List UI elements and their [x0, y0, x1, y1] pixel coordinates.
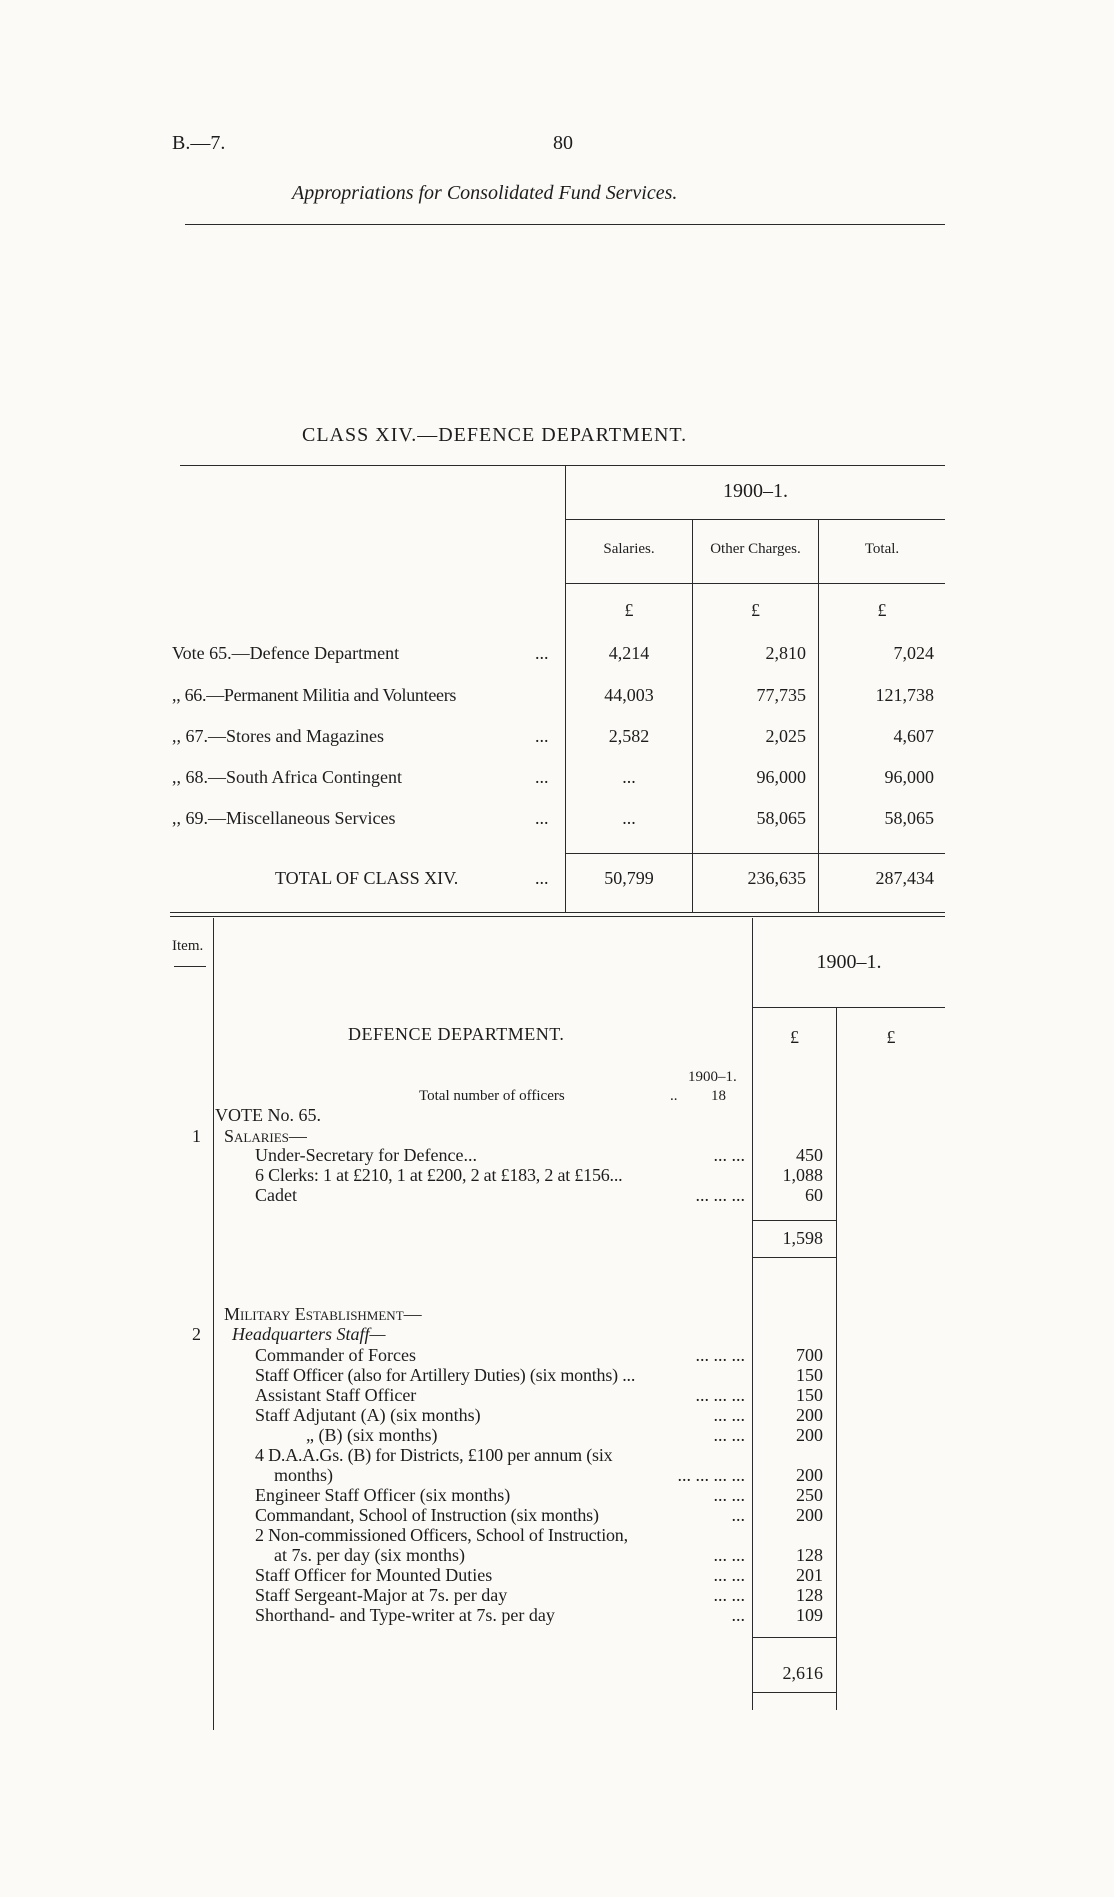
summary-total-rule [566, 853, 945, 854]
line-text: Commandant, School of Instruction (six months) [255, 1505, 599, 1525]
line-amount: 200 [796, 1405, 823, 1425]
line-amount: 200 [796, 1465, 823, 1485]
line-text: months) [274, 1465, 334, 1485]
officers-dots: .. [670, 1088, 678, 1104]
row-dots: ... [535, 767, 549, 787]
row-total: 121,738 [875, 685, 934, 705]
officers-label: Total number of officers [419, 1088, 565, 1104]
total-label: TOTAL OF CLASS XIV. [275, 868, 459, 888]
row-other: 77,735 [756, 685, 806, 705]
summary-year-rule [566, 519, 945, 520]
line-amount: 150 [796, 1385, 823, 1405]
row-salaries: ... [622, 767, 636, 787]
line-amount: 201 [796, 1565, 823, 1585]
page-heading: Appropriations for Consolidated Fund Services. [292, 182, 678, 204]
line-text: Staff Officer (also for Artillery Duties) (six months) ... [255, 1365, 636, 1385]
line-text: 2 Non-commissioned Officers, School of Instruction, [255, 1525, 628, 1545]
row-label: ,, 67.—Stores and Magazines [172, 726, 384, 746]
summary-colhead-rule [566, 583, 945, 584]
line-text: Assistant Staff Officer [255, 1385, 417, 1405]
series-reference: B.—7. [172, 132, 226, 154]
row-label: Vote 65.—Defence Department [172, 643, 400, 663]
unit-salaries: £ [624, 600, 634, 620]
subtotal-rule-top [753, 1637, 836, 1638]
detail-top-rule-2 [170, 916, 945, 917]
line-dots: ... [731, 1505, 745, 1525]
row-other: 2,810 [765, 643, 806, 663]
col-other-charges: Other Charges. [710, 541, 801, 557]
item-header-underline [174, 966, 206, 967]
unit-total: £ [877, 600, 887, 620]
line-text: Engineer Staff Officer (six months) [255, 1485, 511, 1505]
summary-col-rule-mid [692, 520, 693, 913]
vote-heading: VOTE No. 65. [215, 1105, 321, 1125]
line-text: 4 D.A.A.Gs. (B) for Districts, £100 per annum (six [255, 1445, 613, 1465]
item-number: 2 [192, 1324, 201, 1344]
line-dots: ... ... [713, 1545, 745, 1565]
header-rule [185, 224, 945, 225]
detail-unit-left: £ [790, 1027, 799, 1047]
line-dots: ... ... [713, 1485, 745, 1505]
total-dots: ... [535, 868, 549, 888]
line-text: at 7s. per day (six months) [274, 1545, 465, 1565]
col-total: Total. [864, 541, 900, 557]
subtotal-amount: 1,598 [782, 1228, 823, 1248]
item-header: Item. [172, 938, 204, 954]
line-dots: ... [731, 1605, 745, 1625]
line-dots: ... ... [713, 1585, 745, 1605]
detail-unit-right: £ [886, 1027, 896, 1047]
line-amount: 200 [796, 1425, 823, 1445]
total-total: 287,434 [875, 868, 934, 888]
line-dots: ... ... ... [695, 1345, 745, 1365]
line-dots: ... ... ... ... [677, 1465, 745, 1485]
total-other: 236,635 [747, 868, 806, 888]
line-amount: 128 [796, 1585, 823, 1605]
row-total: 4,607 [893, 726, 934, 746]
summary-col-rule-right [818, 520, 819, 913]
row-total: 96,000 [884, 767, 934, 787]
amount-col-rule-mid [836, 1008, 837, 1710]
line-amount: 700 [796, 1345, 823, 1365]
col-salaries: Salaries. [603, 541, 655, 557]
row-label: ,, 68.—South Africa Contingent [172, 767, 402, 787]
subsection-heading: Headquarters Staff— [232, 1324, 386, 1344]
item-col-rule [213, 918, 214, 1730]
line-text: Staff Adjutant (A) (six months) [255, 1405, 481, 1425]
detail-year: 1900–1. [816, 951, 882, 973]
line-dots: ... ... ... [695, 1185, 745, 1205]
row-dots: ... [535, 726, 549, 746]
section-heading: Military Establishment— [224, 1304, 422, 1324]
line-amount: 450 [796, 1145, 823, 1165]
row-other: 58,065 [756, 808, 806, 828]
line-text: Commander of Forces [255, 1345, 416, 1365]
line-text: 6 Clerks: 1 at £210, 1 at £200, 2 at £183, 2 at £156... [255, 1165, 623, 1185]
unit-other: £ [751, 600, 760, 620]
summary-year: 1900–1. [723, 480, 788, 502]
subtotal-amount: 2,616 [782, 1663, 823, 1683]
line-text: Cadet [255, 1185, 297, 1205]
row-total: 58,065 [884, 808, 934, 828]
line-dots: ... ... ... [695, 1385, 745, 1405]
line-amount: 250 [796, 1485, 823, 1505]
row-salaries: 4,214 [608, 643, 650, 663]
line-dots: ... ... [713, 1405, 745, 1425]
line-amount: 60 [805, 1185, 823, 1205]
subtotal-rule-bottom [753, 1692, 836, 1693]
line-dots: ... ... [713, 1425, 745, 1445]
dept-title: DEFENCE DEPARTMENT. [348, 1024, 565, 1044]
row-label: ,, 66.—Permanent Militia and Volunteers [172, 685, 457, 705]
row-other: 2,025 [765, 726, 806, 746]
item-heading: Salaries— [224, 1126, 307, 1146]
detail-year-rule [753, 1007, 945, 1008]
line-amount: 109 [796, 1605, 823, 1625]
line-text: Staff Sergeant-Major at 7s. per day [255, 1585, 508, 1605]
line-amount: 200 [796, 1505, 823, 1525]
total-salaries: 50,799 [604, 868, 654, 888]
page-number: 80 [553, 132, 573, 154]
line-amount: 1,088 [782, 1165, 823, 1185]
row-dots: ... [535, 808, 549, 828]
line-dots: ... ... [713, 1565, 745, 1585]
detail-top-rule-1 [170, 912, 945, 913]
line-text: Under-Secretary for Defence... [255, 1145, 478, 1165]
row-salaries: 44,003 [604, 685, 654, 705]
row-salaries: 2,582 [608, 726, 650, 746]
row-other: 96,000 [756, 767, 806, 787]
line-amount: 150 [796, 1365, 823, 1385]
summary-title: CLASS XIV.—DEFENCE DEPARTMENT. [302, 424, 688, 446]
line-amount: 128 [796, 1545, 823, 1565]
officers-count: 18 [711, 1088, 726, 1104]
subtotal-rule-bottom [753, 1257, 836, 1258]
row-total: 7,024 [893, 643, 934, 663]
officers-year: 1900–1. [688, 1069, 737, 1085]
item-number: 1 [192, 1126, 201, 1146]
summary-top-rule [180, 465, 945, 466]
line-text: „ (B) (six months) [306, 1425, 438, 1445]
subtotal-rule-top [753, 1220, 836, 1221]
row-salaries: ... [622, 808, 636, 828]
line-text: Staff Officer for Mounted Duties [255, 1565, 493, 1585]
row-label: ,, 69.—Miscellaneous Services [172, 808, 396, 828]
line-text: Shorthand- and Type-writer at 7s. per day [255, 1605, 555, 1625]
row-dots: ... [535, 643, 549, 663]
line-dots: ... ... [713, 1145, 745, 1165]
